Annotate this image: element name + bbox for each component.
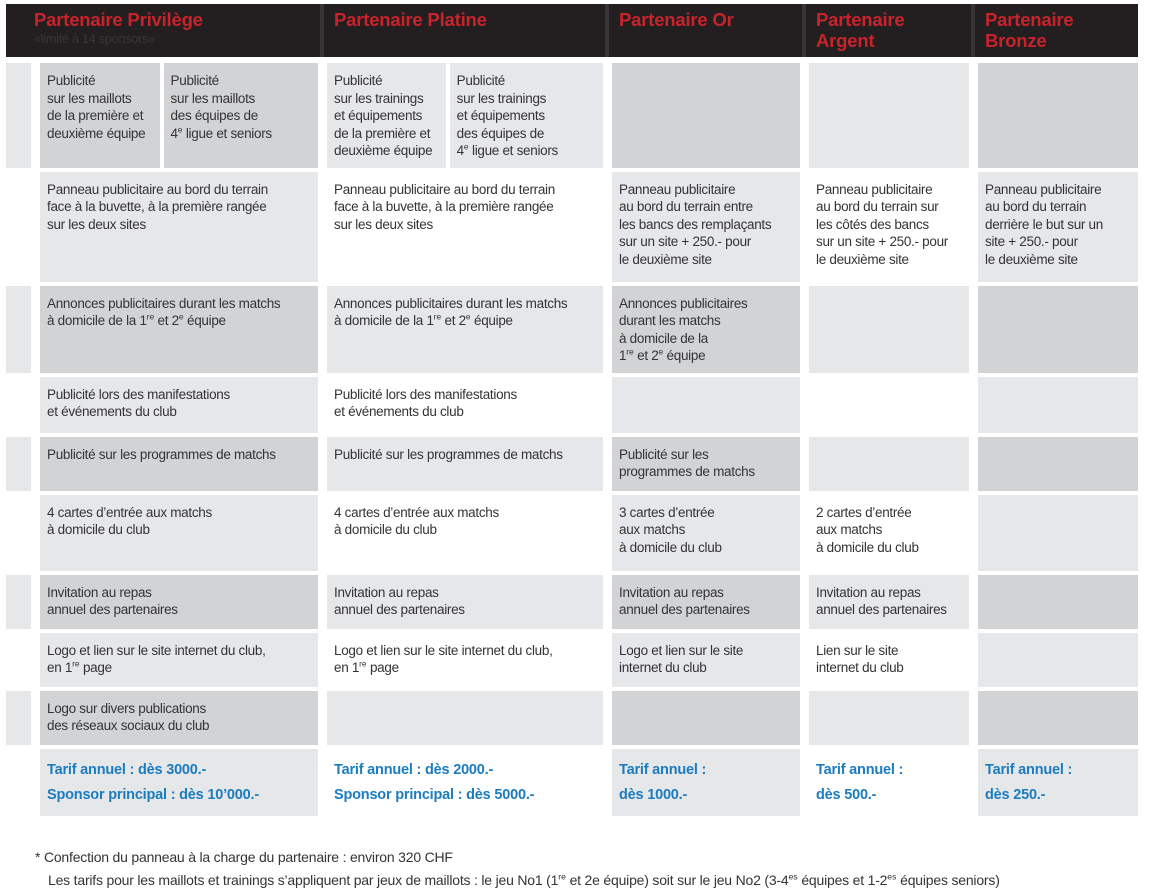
cell-cartes-entree-bronze (978, 495, 1138, 571)
column-title: Partenaire Bronze (985, 9, 1074, 51)
cell-cartes-entree-platine: 4 cartes d’entrée aux matchs à domicile du club (327, 495, 603, 571)
cell-invitation-repas-margin (6, 575, 31, 629)
cell-publicite-programmes-margin (6, 437, 31, 491)
cell-tarif-margin (6, 749, 31, 816)
cell-cartes-entree-argent: 2 cartes d’entrée aux matchs à domicile du club (809, 495, 969, 571)
table-body (6, 63, 1138, 816)
column-header-platine (327, 4, 603, 57)
column-header-argent (809, 4, 969, 57)
cell-publicite-maillots-platine (327, 63, 603, 168)
cell-site-internet-bronze (978, 633, 1138, 687)
cell-tarif-privilege: Tarif annuel : dès 3000.- Sponsor principal : dès 10’000.- (40, 749, 318, 816)
cell-tarif-argent: Tarif annuel : dès 500.- (809, 749, 969, 816)
cell-annonces-matchs-margin (6, 286, 31, 373)
cell-publicite-manifestations-argent (809, 377, 969, 433)
cell-panneau-publicitaire-argent: Panneau publicitaire au bord du terrain sur les côtés des bancs sur un site + 250.- pour le deuxième site (809, 172, 969, 282)
footnote-line-2: Les tarifs pour les maillots et trainings s’appliquent par jeux de maillots : le jeu No1 (1re et 2e équipe) soit sur le jeu No2 ($3-4^{es}$ équipes et $1-2^{es}$ équipes seniors) (48, 870, 1000, 888)
cell-site-internet-or: Logo et lien sur le site internet du club (612, 633, 800, 687)
column-header-bronze (978, 4, 1138, 57)
cell-reseaux-sociaux-margin (6, 691, 31, 745)
column-title: Partenaire Argent (816, 9, 905, 51)
cell-tarif-or: Tarif annuel : dès 1000.- (612, 749, 800, 816)
cell-publicite-manifestations-platine: Publicité lors des manifestations et événements du club (327, 377, 603, 433)
cell-annonces-matchs-argent (809, 286, 969, 373)
table-header (6, 4, 1138, 57)
cell-cartes-entree-or: 3 cartes d’entrée aux matchs à domicile du club (612, 495, 800, 571)
footnote (35, 846, 1138, 892)
cell-site-internet-margin (6, 633, 31, 687)
cell-cartes-entree-privilege: 4 cartes d’entrée aux matchs à domicile du club (40, 495, 318, 571)
cell-publicite-maillots-platine-part2: Publicité sur les trainings et équipements des équipes de 4e ligue et seniors (446, 63, 603, 168)
cell-publicite-programmes-or: Publicité sur les programmes de matchs (612, 437, 800, 491)
cell-publicite-maillots-privilege-part2: Publicité sur les maillots des équipes de 4e ligue et seniors (160, 63, 318, 168)
sponsorship-table (6, 4, 1138, 892)
column-title: Partenaire Privilège (34, 9, 203, 30)
cell-annonces-matchs-privilege: Annonces publicitaires durant les matchs à domicile de la 1re et 2e équipe (40, 286, 318, 373)
cell-reseaux-sociaux-or (612, 691, 800, 745)
cell-invitation-repas-or: Invitation au repas annuel des partenaires (612, 575, 800, 629)
cell-tarif-bronze: Tarif annuel : dès 250.- (978, 749, 1138, 816)
column-subtitle: «limité à 14 sponsors» (34, 32, 155, 46)
cell-reseaux-sociaux-platine (327, 691, 603, 745)
cell-publicite-programmes-privilege: Publicité sur les programmes de matchs (40, 437, 318, 491)
cell-reseaux-sociaux-bronze (978, 691, 1138, 745)
cell-cartes-entree-margin (6, 495, 31, 571)
cell-invitation-repas-bronze (978, 575, 1138, 629)
cell-reseaux-sociaux-argent (809, 691, 969, 745)
cell-site-internet-argent: Lien sur le site internet du club (809, 633, 969, 687)
cell-publicite-programmes-argent (809, 437, 969, 491)
cell-site-internet-privilege: Logo et lien sur le site internet du club, en 1re page (40, 633, 318, 687)
cell-panneau-publicitaire-bronze: Panneau publicitaire au bord du terrain derrière le but sur un site + 250.- pour le deuxième site (978, 172, 1138, 282)
cell-invitation-repas-platine: Invitation au repas annuel des partenaires (327, 575, 603, 629)
cell-annonces-matchs-bronze (978, 286, 1138, 373)
cell-publicite-manifestations-privilege: Publicité lors des manifestations et événements du club (40, 377, 318, 433)
cell-tarif-platine: Tarif annuel : dès 2000.- Sponsor principal : dès 5000.- (327, 749, 603, 816)
cell-panneau-publicitaire-or: Panneau publicitaire au bord du terrain entre les bancs des remplaçants sur un site + 250.- pour le deuxième site (612, 172, 800, 282)
cell-publicite-maillots-bronze (978, 63, 1138, 168)
footnote-line-1: * Confection du panneau à la charge du partenaire : environ 320 CHF (35, 848, 453, 865)
cell-publicite-manifestations-margin (6, 377, 31, 433)
cell-publicite-maillots-privilege-part1: Publicité sur les maillots de la première et deuxième équipe (47, 73, 146, 141)
cell-invitation-repas-argent: Invitation au repas annuel des partenaires (809, 575, 969, 629)
cell-publicite-maillots-margin (6, 63, 31, 168)
cell-publicite-programmes-platine: Publicité sur les programmes de matchs (327, 437, 603, 491)
cell-annonces-matchs-or: Annonces publicitaires durant les matchs à domicile de la 1re et 2e équipe (612, 286, 800, 373)
cell-publicite-maillots-or (612, 63, 800, 168)
cell-publicite-maillots-platine-part1: Publicité sur les trainings et équipements de la première et deuxième équipe (334, 73, 433, 158)
cell-invitation-repas-privilege: Invitation au repas annuel des partenaires (40, 575, 318, 629)
cell-publicite-maillots-argent (809, 63, 969, 168)
cell-site-internet-platine: Logo et lien sur le site internet du club, en 1re page (327, 633, 603, 687)
column-title: Partenaire Platine (334, 9, 487, 30)
cell-publicite-programmes-bronze (978, 437, 1138, 491)
cell-publicite-manifestations-or (612, 377, 800, 433)
cell-panneau-publicitaire-platine: Panneau publicitaire au bord du terrain face à la buvette, à la première rangée sur les deux sites (327, 172, 603, 282)
cell-panneau-publicitaire-privilege: Panneau publicitaire au bord du terrain face à la buvette, à la première rangée sur les deux sites (40, 172, 318, 282)
cell-reseaux-sociaux-privilege: Logo sur divers publications des réseaux sociaux du club (40, 691, 318, 745)
cell-publicite-maillots-privilege (40, 63, 318, 168)
cell-panneau-publicitaire-margin (6, 172, 31, 282)
column-header-or (612, 4, 800, 57)
cell-publicite-manifestations-bronze (978, 377, 1138, 433)
cell-annonces-matchs-platine: Annonces publicitaires durant les matchs à domicile de la 1re et 2e équipe (327, 286, 603, 373)
column-header-privilege (6, 4, 318, 57)
column-title: Partenaire Or (619, 9, 734, 30)
